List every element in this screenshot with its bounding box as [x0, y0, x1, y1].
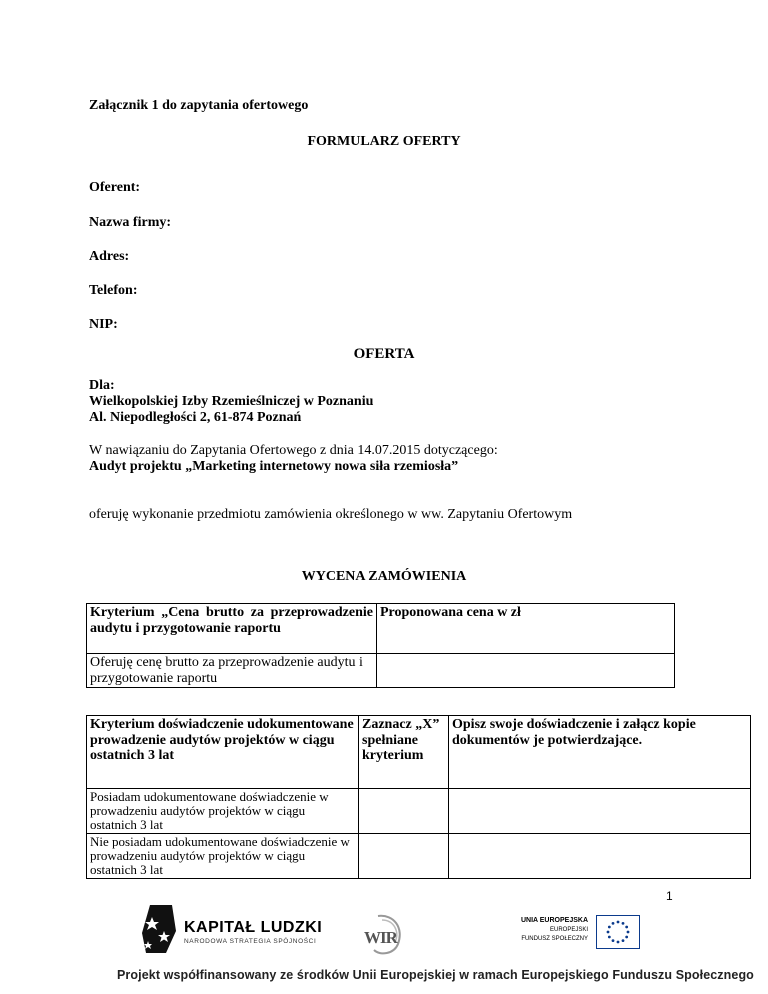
nip-label: NIP: [89, 317, 118, 332]
form-title: FORMULARZ OFERTY [307, 134, 461, 149]
experience-row-mark-cell[interactable] [359, 789, 449, 834]
experience-header-mark: Zaznacz „X” spełniane kryterium [359, 716, 449, 789]
recipient-address: Al. Niepodległości 2, 61-874 Poznań [89, 410, 302, 425]
wir-text: WIR [364, 928, 397, 947]
experience-row-description-cell[interactable] [449, 789, 751, 834]
experience-row-description-cell[interactable] [449, 834, 751, 879]
kapital-ludzki-subtitle: NARODOWA STRATEGIA SPÓJNOŚCI [184, 938, 317, 945]
eu-star [625, 926, 628, 929]
eu-logo-line3: FUNDUSZ SPOŁECZNY [521, 936, 588, 942]
kapital-ludzki-logo [142, 903, 342, 958]
eu-star [622, 922, 625, 925]
page-number: 1 [666, 889, 673, 903]
price-header-criterion: Kryterium „Cena brutto za przeprowadzenie audytu i przygotowanie raportu [87, 604, 377, 654]
eu-star [608, 926, 611, 929]
cofinancing-statement: Projekt współfinansowany ze środków Unii Europejskiej w ramach Europejskiego Funduszu Społecznego [117, 968, 754, 982]
price-row-label: Oferuję cenę brutto za przeprowadzenie audytu i przygotowanie raportu [87, 654, 377, 688]
eu-star [612, 922, 615, 925]
eu-star [617, 921, 620, 924]
experience-row-mark-cell[interactable] [359, 834, 449, 879]
price-input-cell[interactable] [377, 654, 675, 688]
address-label: Adres: [89, 249, 130, 264]
reference-line: W nawiązaniu do Zapytania Ofertowego z dnia 14.07.2015 dotyczącego: [89, 443, 498, 458]
price-table [86, 603, 675, 688]
eu-star [607, 931, 610, 934]
eu-flag-icon [596, 915, 640, 949]
offer-statement: oferuję wykonanie przedmiotu zamówienia określonego w ww. Zapytaniu Ofertowym [89, 507, 573, 522]
pricing-title: WYCENA ZAMÓWIENIA [301, 569, 467, 584]
experience-row-label: Nie posiadam udokumentowane doświadczenie w prowadzeniu audytów projektów w ciągu ostatnich 3 lat [87, 834, 359, 879]
recipient-name: Wielkopolskiej Izby Rzemieślniczej w Poznaniu [89, 394, 374, 409]
eu-star [627, 931, 630, 934]
eu-logo [490, 913, 640, 953]
eu-logo-line1: UNIA EUROPEJSKA [520, 917, 588, 924]
eu-logo-line2: EUROPEJSKI [549, 927, 588, 933]
experience-table [86, 715, 751, 879]
kapital-ludzki-title: KAPITAŁ LUDZKI [184, 919, 323, 936]
oferent-label: Oferent: [89, 180, 141, 195]
attachment-label: Załącznik 1 do zapytania ofertowego [89, 98, 309, 113]
kapital-ludzki-emblem-icon [142, 903, 178, 958]
experience-header-criterion: Kryterium doświadczenie udokumentowane prowadzenie audytów projektów w ciągu ostatnich 3 lat [87, 716, 359, 789]
eu-star [612, 939, 615, 942]
wir-logo [360, 910, 410, 960]
eu-star [608, 936, 611, 939]
eu-star [622, 939, 625, 942]
phone-label: Telefon: [89, 283, 138, 298]
reference-subject: Audyt projektu „Marketing internetowy nowa siła rzemiosła” [89, 459, 459, 474]
price-header-proposed: Proponowana cena w zł [377, 604, 675, 654]
offer-title: OFERTA [353, 346, 415, 362]
eu-star [625, 936, 628, 939]
experience-row-label: Posiadam udokumentowane doświadczenie w prowadzeniu audytów projektów w ciągu ostatnich 3 lat [87, 789, 359, 834]
recipient-label: Dla: [89, 378, 115, 393]
experience-header-describe: Opisz swoje doświadczenie i załącz kopie dokumentów je potwierdzające. [449, 716, 751, 789]
eu-star [617, 941, 620, 944]
company-name-label: Nazwa firmy: [89, 215, 172, 230]
